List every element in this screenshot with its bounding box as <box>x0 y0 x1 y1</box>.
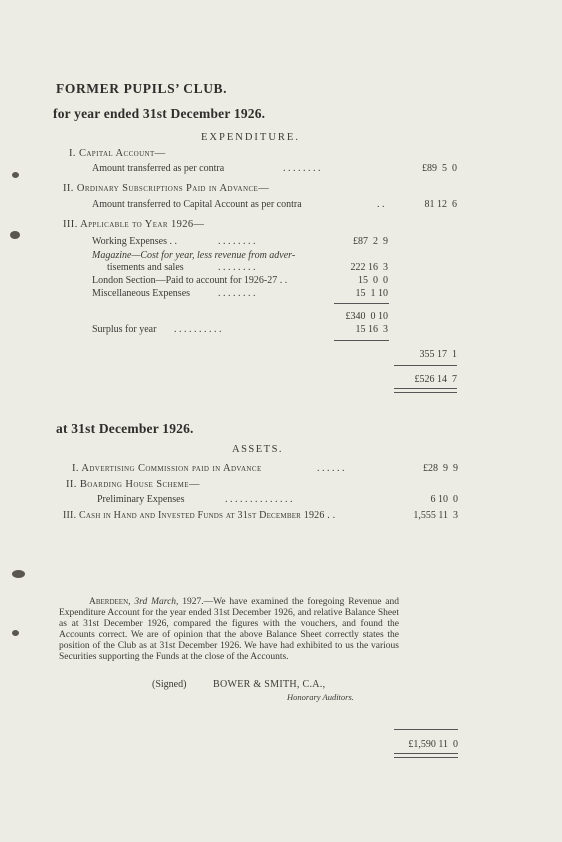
asset-3-amount: 1,555 11 3 <box>413 510 458 521</box>
section-3-item-label: Working Expenses . . <box>92 236 178 247</box>
section-1-line: Amount transferred as per contra <box>92 163 225 174</box>
section-3-item-amount: 15 1 10 <box>355 288 388 299</box>
assets-total-rule <box>394 729 458 730</box>
signatory-name: BOWER & SMITH, C.A., <box>213 679 326 690</box>
expenditure-heading: EXPENDITURE. <box>201 132 300 143</box>
section-2-amount: 81 12 6 <box>424 199 457 210</box>
period-title: for year ended 31st December 1926. <box>53 106 266 121</box>
grand-total-double-rule <box>394 388 457 393</box>
subtotal-rule <box>334 303 389 304</box>
asset-3-label: III. Cash in Hand and Invested Funds at 31st December 1926 . . <box>63 510 336 521</box>
asset-2-leader: . . . . . . . . . . . . . . <box>225 494 293 505</box>
surplus-amount: 15 16 3 <box>355 324 388 335</box>
asset-2-title: II. Boarding House Scheme— <box>66 479 200 490</box>
section-1-leader: . . . . . . . . <box>283 163 321 174</box>
asset-1-leader: . . . . . . <box>317 463 345 474</box>
assets-total: £1,590 11 0 <box>408 739 458 750</box>
section-3-subtotal: £340 0 10 <box>345 311 388 322</box>
note-date: 3rd March, <box>134 597 179 607</box>
section-3-item-amount: £87 2 9 <box>353 236 388 247</box>
club-title: FORMER PUPILS’ CLUB. <box>56 81 228 96</box>
section-2-leader: . . <box>377 199 385 210</box>
surplus-label: Surplus for year <box>92 324 157 335</box>
assets-heading: ASSETS. <box>232 444 284 455</box>
section-1-amount: £89 5 0 <box>422 163 457 174</box>
section-1-title: I. Capital Account— <box>69 148 166 159</box>
binding-hole-4 <box>12 630 19 636</box>
binding-hole-1 <box>12 172 19 178</box>
binding-hole-3 <box>12 570 25 578</box>
expenditure-grand-total: £526 14 7 <box>414 374 457 385</box>
section-3-item-leader: . . . . . . . . <box>218 262 256 273</box>
asset-1-amount: £28 9 9 <box>423 463 458 474</box>
binding-hole-2 <box>10 231 20 239</box>
asset-2-label: Preliminary Expenses <box>97 494 185 505</box>
assets-total-double-rule <box>394 753 458 758</box>
signed-label: (Signed) <box>152 679 187 690</box>
section-3-item-leader: . . . . . . . . <box>218 288 256 299</box>
section-2-title: II. Ordinary Subscriptions Paid in Advance— <box>63 183 270 194</box>
section-3-item-label: London Section—Paid to account for 1926-27 . . <box>92 275 288 286</box>
total-rule <box>394 365 457 366</box>
section-3-item-amount: 222 16 3 <box>350 262 388 273</box>
section-3-item-label: tisements and sales <box>107 262 184 273</box>
asset-2-amount: 6 10 0 <box>430 494 458 505</box>
asset-1-label: I. Advertising Commission paid in Advance <box>72 463 262 474</box>
note-place: Aberdeen, <box>89 597 131 607</box>
section-3-title: III. Applicable to Year 1926— <box>63 219 205 230</box>
section-3-item-label: Miscellaneous Expenses <box>92 288 191 299</box>
signatory-role: Honorary Auditors. <box>287 692 354 702</box>
section-3-item-leader: . . . . . . . . <box>218 236 256 247</box>
note-text: 1927.—We have examined the foregoing Revenue and Expenditure Account for the year ended 31st December 1926, and relative Balance Sheet as at 31st December 1926, compared the figures with the vouchers, and found the Accounts correct. We are of opinion that the above Balance Sheet correctly states the position of the Club as at 31st December 1926. We have had exhibited to us the various Securities supporting the Funds at the close of the Accounts. <box>59 597 400 662</box>
surplus-leader: . . . . . . . . . . <box>174 324 222 335</box>
section-3-item-label: Magazine—Cost for year, less revenue from adver- <box>92 250 296 261</box>
surplus-rule <box>334 340 389 341</box>
section-3-total: 355 17 1 <box>419 349 457 360</box>
balance-title: at 31st December 1926. <box>56 421 194 436</box>
auditors-note <box>59 597 399 663</box>
section-3-item-amount: 15 0 0 <box>358 275 388 286</box>
section-2-line: Amount transferred to Capital Account as per contra <box>92 199 302 210</box>
